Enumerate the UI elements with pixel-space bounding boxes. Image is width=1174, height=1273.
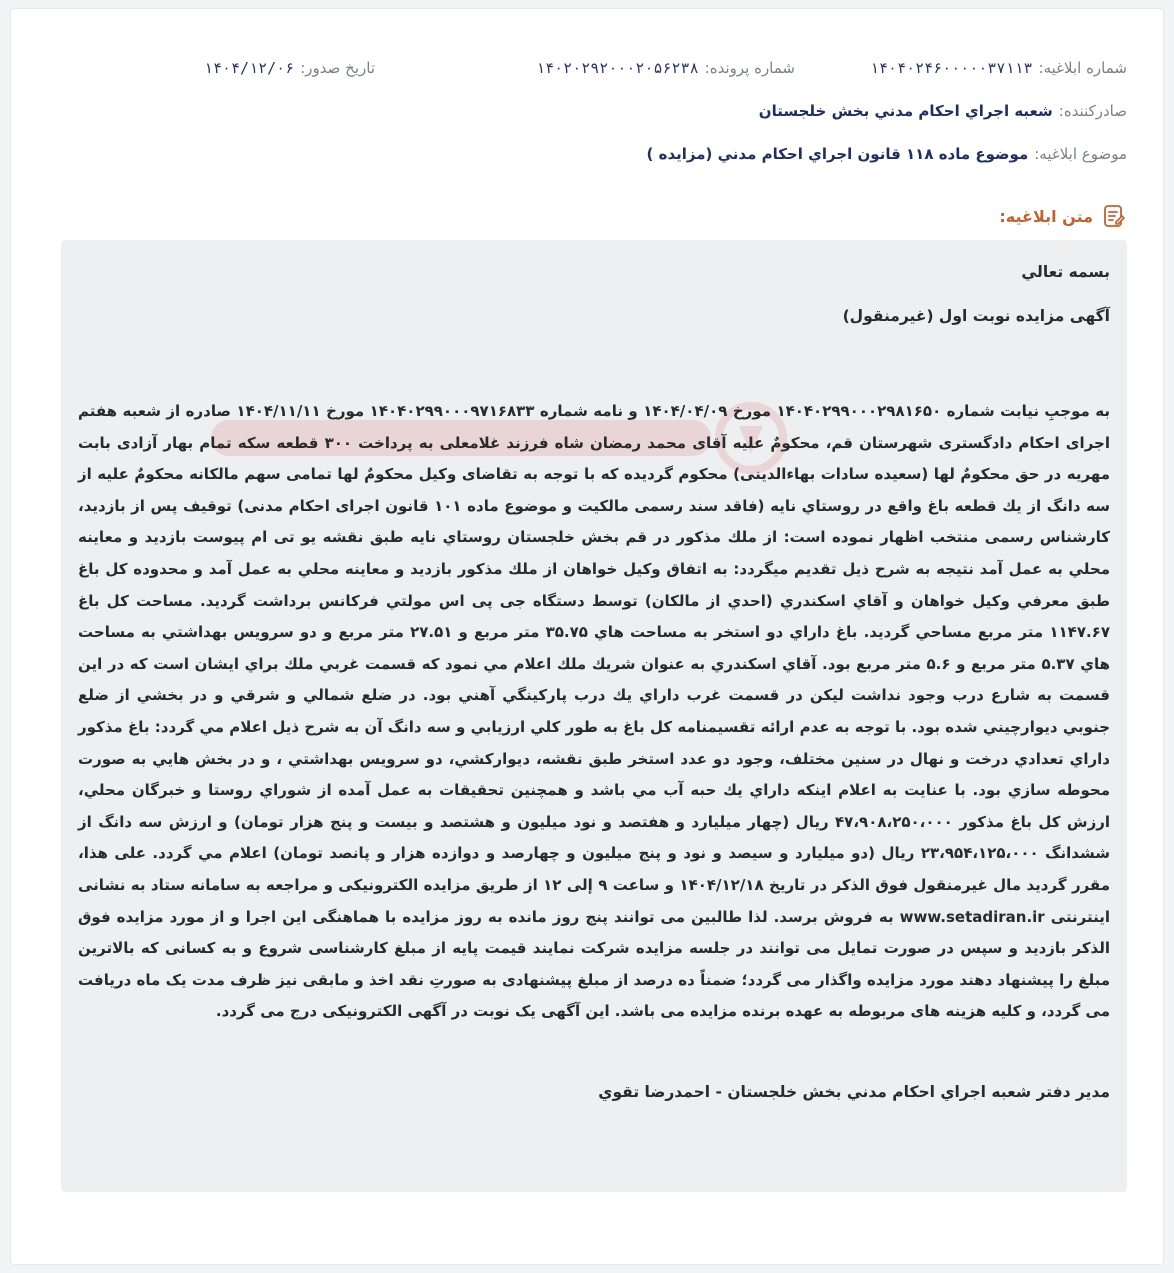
notice-number-label: شماره ابلاغیه: — [1038, 59, 1127, 77]
issue-date-value: ۱۴۰۴/۱۲/۰۶ — [203, 59, 295, 77]
subject-row — [47, 145, 1127, 163]
case-number-label: شماره پرونده: — [704, 59, 795, 77]
issue-date-field — [204, 59, 375, 77]
notice-content-box — [61, 240, 1127, 1192]
notice-signature: مدير دفتر شعبه اجراي احكام مدني بخش خلجستان - احمدرضا تقوي — [598, 1082, 1110, 1101]
issuer-row — [47, 102, 1127, 120]
notice-text-heading — [999, 203, 1127, 229]
issuer-field — [759, 102, 1127, 120]
meta-row-numbers — [47, 59, 1127, 77]
notice-text-title: متن ابلاغیه: — [999, 206, 1093, 226]
issuer-label: صادرکننده: — [1058, 102, 1127, 120]
subject-label: موضوع ابلاغیه: — [1034, 145, 1127, 163]
notice-headline: آگهی مزایده نوبت اول (غیرمنقول) — [842, 307, 1110, 325]
issue-date-label: تاریخ صدور: — [300, 59, 375, 77]
subject-value: موضوع ماده ۱۱۸ قانون اجراي احكام مدني (مزايده ) — [646, 145, 1029, 163]
case-number-field — [375, 59, 795, 77]
notice-body: به موجبِ نیابت شماره ۱۴۰۴۰۲۹۹۰۰۰۲۹۸۱۶۵۰ مورخ ۱۴۰۴/۰۴/۰۹ و نامه شماره ۱۴۰۴۰۲۹۹۰۰۰۹۷۱۶۸۳۳ مورخ ۱۴۰۴/۱۱/۱۱ صادره از شعبه هفتم اجرای احکام دادگستری شهرستان قم، محکومٌ علیه آقای محمد رمضان شاه فرزند غلامعلی به پرداخت ۳۰۰ قطعه سکه تمام بهار آزادی بابت مهریه در حق محکومٌ لها (سعیده سادات بهاءالدینی) محکوم گردیده که با توجه به تقاضای وکیل محکومٌ لها تمامی سهم مالکانه محکومٌ علیه از سه دانگ از يك قطعه باغ واقع در روستاي نايه (فاقد سند رسمی مالکیت و موضوع ماده ۱۰۱ قانون اجرای احکام مدنی) توقیف پس از بازدید، کارشناس رسمی منتخب اظهار نموده است: از ملك مذکور در قم بخش خلجستان روستاي نايه طبق نقشه يو تی ام پيوست بازديد و معاينه محلي به عمل آمد نتيجه به شرح ذيل تقديم ميگردد: به اتفاق وكيل خواهان از ملك مذكور بازديد و معاينه محلي به عمل آمد و محدوده كل باغ طبق معرفي وكيل خواهان و آقاي اسكندري (احدي از مالكان) توسط دستگاه جی پی اس مولتي فركانس برداشت گرديد. مساحت كل باغ ۱۱۴۷.۶۷ متر مربع مساحي گرديد. باغ داراي دو استخر به مساحت هاي ۳۵.۷۵ متر مربع و ۲۷.۵۱ متر مربع و دو سرويس بهداشتي به مساحت هاي ۵.۳۷ متر مربع و ۵.۶ متر مربع بود. آقاي اسكندري به عنوان شريك ملك اعلام مي نمود كه قسمت غربي ملك براي ايشان است كه در اين قسمت به شارع درب وجود نداشت ليكن در قسمت غرب داراي يك درب پاركينگي آهني بود. در ضلع شمالي و شرقي و در بخشي از ضلع جنوبي ديوارچيني شده بود. با توجه به عدم ارائه تقسيمنامه كل باغ به طور كلي ارزيابي و سه دانگ آن به شرح ذيل اعلام مي گردد: باغ مذكور داراي تعدادي درخت و نهال در سنين مختلف، وجود دو عدد استخر طبق نقشه، ديواركشي، دو سرويس بهداشتي ، و در بخش هايي به صورت محوطه سازي بود. با عنايت به اعلام اينكه داراي يك حبه آب مي باشد و همچنين تحقيقات به عمل آمده از شوراي روستا و خبرگان محلي، ارزش كل باغ مذكور ۴۷،۹۰۸،۲۵۰،۰۰۰ ريال (چهار ميليارد و هفتصد و نود ميليون و هشتصد و بيست و پنج هزار تومان) و ارزش سه دانگ از ششدانگ ۲۳،۹۵۴،۱۲۵،۰۰۰ ريال (دو ميليارد و سيصد و نود و پنج ميليون و چهارصد و دوازده هزار و پانصد تومان) اعلام مي گردد. علی هذا، مقرر گردید مال غیرمنقول فوق الذکر در تاریخ ۱۴۰۴/۱۲/۱۸ و ساعت ۹ إلی ۱۲ از طريق مزايده الكترونيكی و مراجعه به سامانه ستاد به نشانی اينترنتی www.setadiran.ir به فروش برسد. لذا طالبين می توانند پنج روز مانده به روز مزایده با هماهنگی این اجرا و از مورد مزایده فوق الذکر بازدید و سپس در صورت تمایل می توانند در جلسه مزایده شرکت نمایند قیمت پایه از مبلغ کارشناسی شروع و به کسانی که بالاترین مبلغ را پیشنهاد دهند مورد مزایده واگذار می گردد؛ ضمناً ده درصد از مبلغ پیشنهادی به صورتِ نقد اخذ و مابقی نیز ظرف مدت یک ماه دریافت می گردد، و کلیه هزینه های مربوطه به عهده برنده مزایده می باشد. این آگهی یک نوبت در آگهی الکترونیکی درج می گردد. — [78, 402, 1110, 1021]
document-notes-icon — [1101, 203, 1127, 229]
issuer-value: شعبه اجراي احكام مدني بخش خلجستان — [758, 102, 1053, 120]
notice-page — [10, 8, 1164, 1265]
subject-field — [647, 145, 1127, 163]
case-number-value: ۱۴۰۲۰۲۹۲۰۰۰۲۰۵۶۲۳۸ — [536, 59, 699, 77]
notice-salutation: بسمه تعالي — [1021, 263, 1110, 281]
notice-number-field — [795, 59, 1127, 77]
notice-number-value: ۱۴۰۴۰۲۴۶۰۰۰۰۰۳۷۱۱۳ — [869, 59, 1033, 77]
